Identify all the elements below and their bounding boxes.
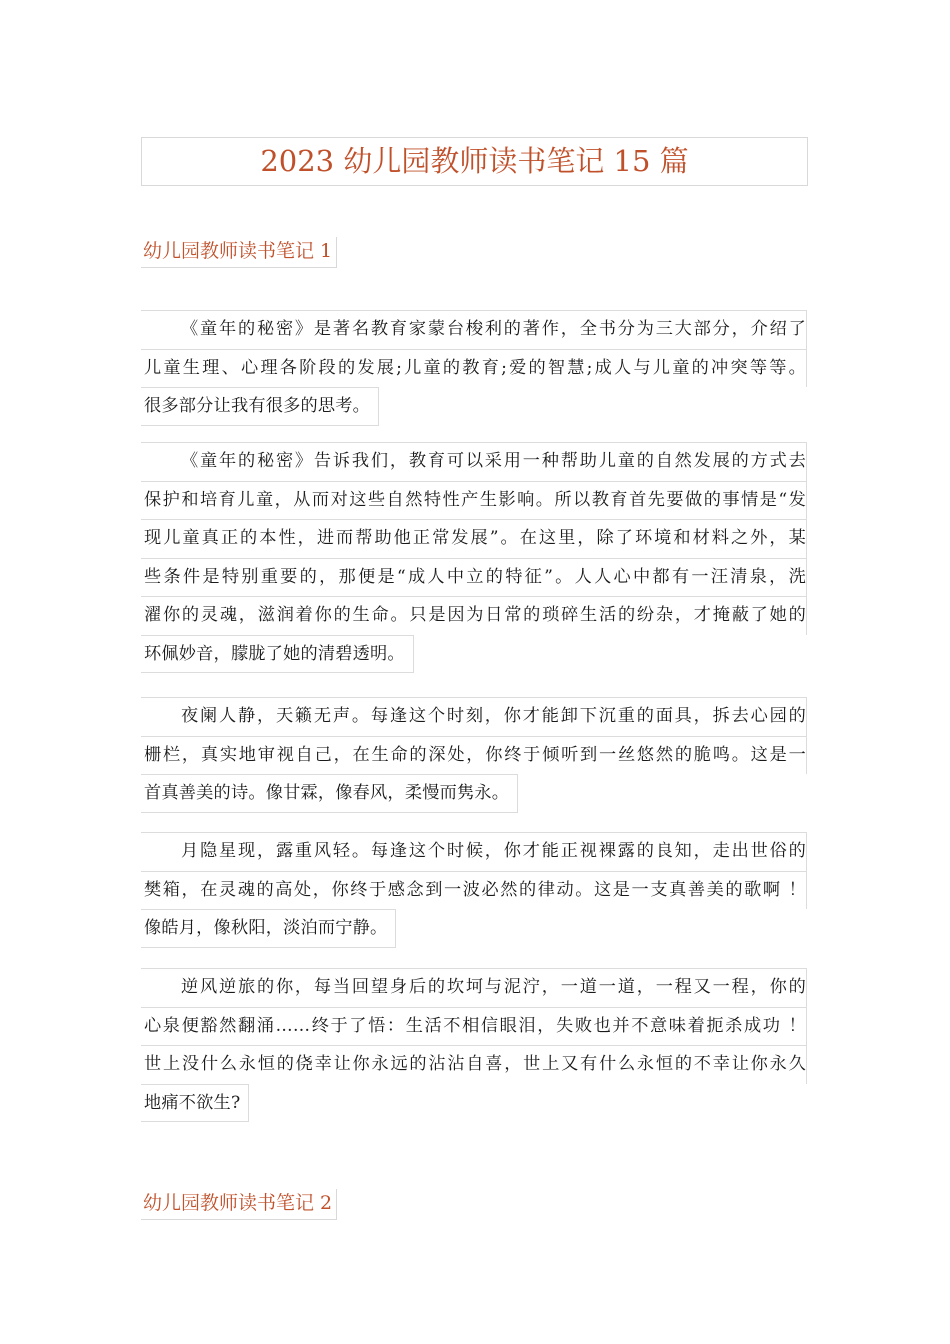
paragraph-line: 月隐星现，露重风轻。每逢这个时候，你才能正视裸露的良知，走出世俗的 bbox=[141, 832, 807, 871]
paragraph-line: 首真善美的诗。像甘霖，像春风，柔慢而隽永。 bbox=[141, 774, 518, 813]
paragraph-line: 《童年的秘密》是著名教育家蒙台梭利的著作，全书分为三大部分，介绍了 bbox=[141, 310, 807, 349]
paragraph-line: 《童年的秘密》告诉我们，教育可以采用一种帮助儿童的自然发展的方式去 bbox=[141, 442, 807, 481]
paragraph-line: 栅栏，真实地审视自己，在生命的深处，你终于倾听到一丝悠然的脆鸣。这是一 bbox=[141, 736, 807, 775]
paragraph-line: 很多部分让我有很多的思考。 bbox=[141, 387, 379, 426]
paragraph-1 bbox=[141, 310, 807, 426]
section-heading-1: 幼儿园教师读书笔记 1 bbox=[141, 237, 337, 268]
paragraph-line: 心泉便豁然翻涌……终于了悟：生活不相信眼泪，失败也并不意味着扼杀成功 ！ bbox=[141, 1007, 807, 1046]
paragraph-line: 保护和培育儿童，从而对这些自然特性产生影响。所以教育首先要做的事情是“发 bbox=[141, 481, 807, 520]
paragraph-line: 环佩妙音，朦胧了她的清碧透明。 bbox=[141, 635, 414, 674]
paragraph-line: 儿童生理、心理各阶段的发展;儿童的教育;爱的智慧;成人与儿童的冲突等等。 bbox=[141, 349, 807, 388]
paragraph-line: 现儿童真正的本性，进而帮助他正常发展”。在这里，除了环境和材料之外，某 bbox=[141, 519, 807, 558]
paragraph-line: 像皓月，像秋阳，淡泊而宁静。 bbox=[141, 909, 396, 948]
paragraph-line: 樊箱，在灵魂的高处，你终于感念到一波必然的律动。这是一支真善美的歌啊 ！ bbox=[141, 871, 807, 910]
paragraph-line: 夜阑人静，天籁无声。每逢这个时刻，你才能卸下沉重的面具，拆去心园的 bbox=[141, 697, 807, 736]
paragraph-line: 濯你的灵魂，滋润着你的生命。只是因为日常的琐碎生活的纷杂，才掩蔽了她的 bbox=[141, 596, 807, 635]
paragraph-line: 世上没什么永恒的侥幸让你永远的沾沾自喜，世上又有什么永恒的不幸让你永久 bbox=[141, 1045, 807, 1084]
document-title: 2023 幼儿园教师读书笔记 15 篇 bbox=[260, 144, 689, 178]
paragraph-4 bbox=[141, 832, 807, 948]
paragraph-5 bbox=[141, 968, 807, 1122]
paragraph-line: 逆风逆旅的你，每当回望身后的坎坷与泥泞，一道一道，一程又一程，你的 bbox=[141, 968, 807, 1007]
paragraph-2 bbox=[141, 442, 807, 673]
paragraph-line: 些条件是特别重要的，那便是“成人中立的特征”。人人心中都有一汪清泉，洗 bbox=[141, 558, 807, 597]
document-title-box bbox=[141, 137, 808, 186]
section-heading-2: 幼儿园教师读书笔记 2 bbox=[141, 1189, 337, 1220]
paragraph-3 bbox=[141, 697, 807, 813]
paragraph-line: 地痛不欲生? bbox=[141, 1084, 249, 1123]
